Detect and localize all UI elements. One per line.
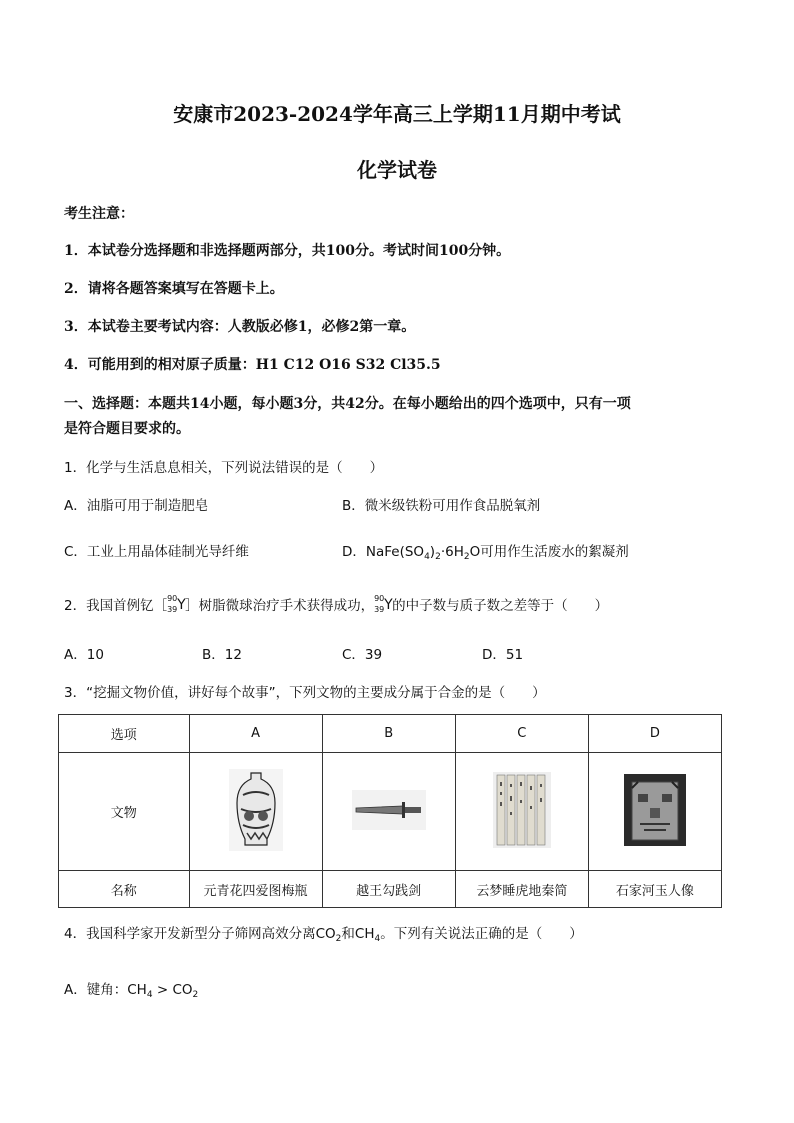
q2-option-c: C．39 xyxy=(342,647,383,663)
yttrium-nuclide-2: 90 39 Y xyxy=(374,594,393,614)
header-cell: D xyxy=(588,715,721,753)
q2-stem: 2．我国首例钇［ 90 39 Y ］树脂微球治疗手术获得成功， 90 39 Y 的中子数与质子数之差等于（ ） xyxy=(64,594,609,614)
notice-item-2: 2．请将各题答案填写在答题卡上。 xyxy=(64,281,284,297)
q1-option-c: C．工业上用晶体硅制光导纤维 xyxy=(64,544,249,560)
row-label: 名称 xyxy=(59,871,190,908)
exam-subtitle: 化学试卷 xyxy=(357,158,437,182)
yttrium-nuclide: 90 39 Y xyxy=(167,594,186,614)
image-cell-b xyxy=(322,753,455,871)
q2-option-a: A．10 xyxy=(64,647,104,663)
vase-image xyxy=(229,769,283,851)
section-heading-line1: 一、选择题：本题共14小题，每小题3分，共42分。在每小题给出的四个选项中，只有一项 xyxy=(64,396,631,412)
notice-item-3: 3．本试卷主要考试内容：人教版必修1，必修2第一章。 xyxy=(64,319,416,335)
section-heading-line2: 是符合题目要求的。 xyxy=(64,421,190,437)
q1-stem: 1．化学与生活息息相关，下列说法错误的是（ ） xyxy=(64,460,384,476)
header-cell: 选项 xyxy=(59,715,190,753)
jade-figure-image xyxy=(624,774,686,846)
notice-item-1: 1．本试卷分选择题和非选择题两部分，共100分。考试时间100分钟。 xyxy=(64,243,511,259)
q1-option-a: A．油脂可用于制造肥皂 xyxy=(64,498,209,514)
q1-option-d: D．$NaFe(SO_4)_2\cdot 6H_2O$可用作生活废水的絮凝剂 xyxy=(342,544,629,562)
name-cell: 石家河玉人像 xyxy=(588,871,721,908)
header-cell: C xyxy=(455,715,588,753)
bamboo-slips-image xyxy=(493,772,551,848)
sword-image xyxy=(352,790,426,830)
q2-option-b: B．12 xyxy=(202,647,242,663)
q3-table xyxy=(58,714,722,908)
image-cell-d xyxy=(588,753,721,871)
exam-title: 安康市2023-2024学年高三上学期11月期中考试 xyxy=(173,102,621,126)
header-cell: A xyxy=(189,715,322,753)
notice-item-4: 4．可能用到的相对原子质量：H1 C12 O16 S32 Cl35.5 xyxy=(64,357,441,373)
table-image-row xyxy=(59,753,722,871)
name-cell: 元青花四爱图梅瓶 xyxy=(189,871,322,908)
q3-stem: 3．“挖掘文物价值，讲好每个故事”，下列文物的主要成分属于合金的是（ ） xyxy=(64,685,546,701)
table-header-row xyxy=(59,715,722,753)
image-cell-a xyxy=(189,753,322,871)
image-cell-c xyxy=(455,753,588,871)
header-cell: B xyxy=(322,715,455,753)
q4-option-a: A．键角：$CH_4 > CO_2$ xyxy=(64,982,199,1000)
row-label: 文物 xyxy=(59,753,190,871)
notice-heading: 考生注意： xyxy=(64,206,134,222)
q2-option-d: D．51 xyxy=(482,647,524,663)
q1-option-b: B．微米级铁粉可用作食品脱氧剂 xyxy=(342,498,541,514)
name-cell: 云梦睡虎地秦简 xyxy=(455,871,588,908)
q4-stem: 4．我国科学家开发新型分子筛网高效分离$CO_2$和$CH_4$。下列有关说法正确的是（ ） xyxy=(64,926,583,944)
name-cell: 越王勾践剑 xyxy=(322,871,455,908)
table-name-row xyxy=(59,871,722,908)
